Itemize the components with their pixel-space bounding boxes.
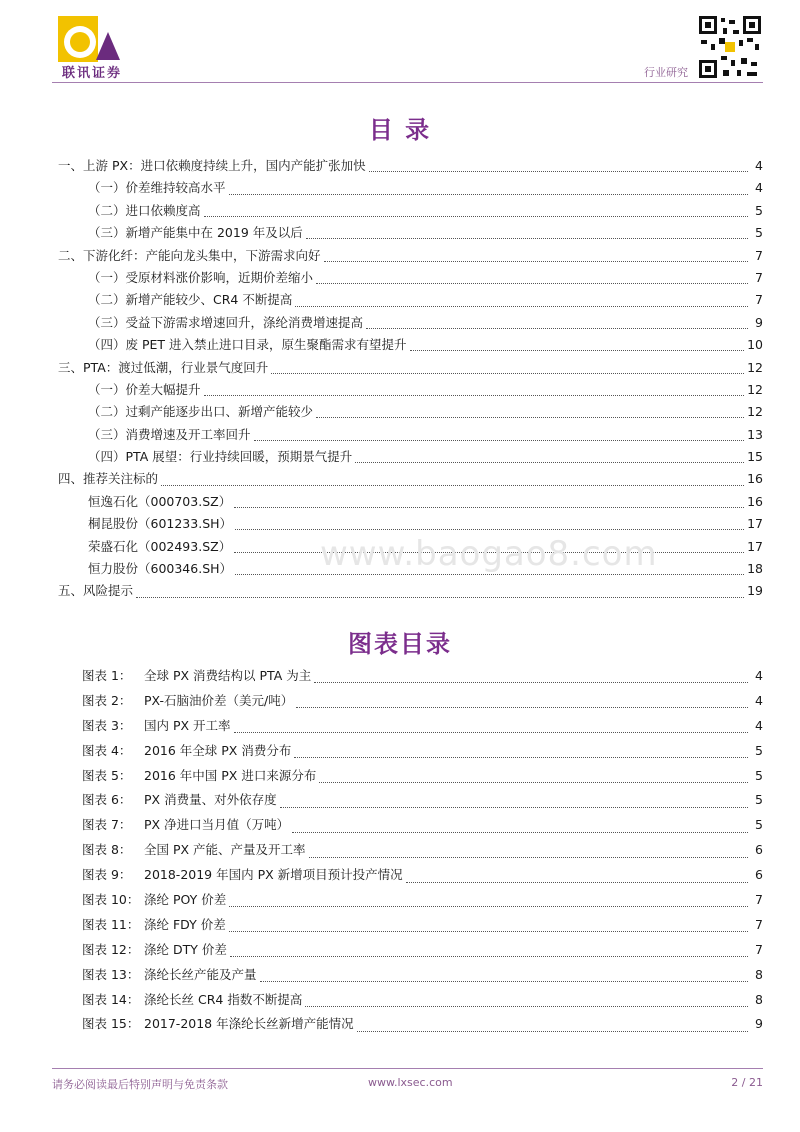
figure-title: 全球 PX 消费结构以 PTA 为主 (144, 668, 312, 683)
toc-entry-page: 7 (755, 269, 763, 285)
toc-entry-page: 4 (755, 158, 763, 173)
toc-entry[interactable] (58, 358, 763, 380)
page-indicator: 2 / 21 (731, 1076, 763, 1089)
figures-list (82, 666, 763, 1039)
toc-entry[interactable] (58, 492, 763, 514)
toc-entry[interactable] (58, 156, 763, 178)
toc-entry-label: （三）消费增速及开工率回升 (88, 426, 251, 442)
toc-entry-page: 7 (755, 292, 763, 308)
figure-entry[interactable] (82, 890, 763, 915)
toc-entry[interactable] (58, 581, 763, 603)
figure-page: 5 (755, 817, 763, 833)
figure-page: 8 (755, 991, 763, 1007)
toc-entry-label: 三、PTA：渡过低潮，行业景气度回升 (58, 359, 269, 375)
dot-leader (357, 1030, 748, 1032)
dot-leader (260, 980, 748, 982)
figure-entry[interactable] (82, 790, 763, 815)
toc-entry-label: 荣盛石化（002493.SZ） (88, 538, 232, 554)
dot-leader (229, 930, 748, 932)
dot-leader (410, 349, 745, 351)
figure-entry[interactable] (82, 766, 763, 791)
toc-entry-label: （四）PTA 展望：行业持续回暖，预期景气提升 (88, 449, 353, 465)
figure-page: 4 (755, 692, 763, 708)
toc-entry-label: （一）价差大幅提升 (88, 381, 201, 397)
figure-entry[interactable] (82, 940, 763, 965)
toc-entry-label: （二）进口依赖度高 (88, 202, 201, 218)
figure-page: 8 (755, 966, 763, 982)
figure-page: 5 (755, 792, 763, 808)
figure-entry[interactable] (82, 716, 763, 741)
figure-entry[interactable] (82, 1014, 763, 1039)
dot-leader (296, 706, 748, 708)
toc-entry[interactable] (58, 246, 763, 268)
figure-entry[interactable] (82, 840, 763, 865)
figure-page: 7 (755, 941, 763, 957)
toc-entry-page: 12 (747, 404, 763, 420)
toc-entry-page: 19 (747, 583, 763, 599)
figure-title: PX 消费量、对外依存度 (144, 792, 277, 808)
figure-entry[interactable] (82, 691, 763, 716)
figure-number: 图表 13： (82, 966, 140, 982)
figure-title: 涤纶 POY 价差 (144, 892, 227, 908)
dot-leader (294, 756, 748, 758)
toc-entry[interactable] (58, 313, 763, 335)
figures-title: 图表目录 (348, 630, 452, 658)
dot-leader (319, 781, 748, 783)
toc-entry[interactable] (58, 335, 763, 357)
figure-title: 涤纶 FDY 价差 (144, 916, 226, 932)
figure-number: 图表 7： (82, 817, 132, 833)
toc-entry-page: 13 (747, 426, 763, 442)
figure-page: 5 (755, 767, 763, 783)
figure-number: 图表 1： (82, 668, 132, 683)
dot-leader (271, 372, 744, 374)
dot-leader (406, 881, 748, 883)
dot-leader (314, 681, 748, 683)
figure-title: PX-石脑油价差（美元/吨） (144, 692, 294, 708)
toc-entry-label: 恒逸石化（000703.SZ） (88, 493, 232, 509)
figure-number: 图表 4： (82, 742, 132, 758)
figure-title: 涤纶长丝 CR4 指数不断提高 (144, 991, 303, 1007)
toc-entry-page: 4 (755, 180, 763, 196)
footer-disclaimer: 请务必阅读最后特别声明与免责条款 (52, 1078, 228, 1091)
toc-entry-page: 17 (747, 516, 763, 532)
figure-page: 4 (755, 717, 763, 733)
figure-number: 图表 15： (82, 1016, 140, 1032)
toc-entry-page: 10 (747, 337, 763, 353)
dot-leader (355, 461, 744, 463)
dot-leader (305, 1005, 748, 1007)
toc-entry-page: 12 (747, 381, 763, 397)
figure-title: 2016 年全球 PX 消费分布 (144, 742, 292, 758)
dot-leader (309, 856, 748, 858)
toc-entry-page: 5 (755, 225, 763, 241)
toc-entry-label: （二）过剩产能逐步出口、新增产能较少 (88, 404, 314, 420)
figure-title: 涤纶长丝产能及产量 (144, 966, 257, 982)
figure-title: 2018-2019 年国内 PX 新增项目预计投产情况 (144, 867, 403, 883)
figure-entry[interactable] (82, 965, 763, 990)
dot-leader (229, 193, 748, 195)
figure-page: 5 (755, 742, 763, 758)
toc-entry-label: 四、推荐关注标的 (58, 471, 159, 487)
figure-page: 6 (755, 867, 763, 883)
dot-leader (230, 955, 748, 957)
toc-entry[interactable] (58, 380, 763, 402)
toc-entry-page: 17 (747, 538, 763, 554)
toc-entry[interactable] (58, 178, 763, 200)
toc-entry[interactable] (58, 447, 763, 469)
dot-leader (316, 282, 748, 284)
toc-entry-label: （三）受益下游需求增速回升，涤纶消费增速提高 (88, 314, 364, 330)
dot-leader (161, 484, 744, 486)
dot-leader (204, 394, 745, 396)
dot-leader (234, 506, 744, 508)
figure-title: 全国 PX 产能、产量及开工率 (144, 842, 306, 858)
dot-leader (204, 215, 748, 217)
figure-number: 图表 10： (82, 892, 140, 908)
dot-leader (136, 596, 744, 598)
toc-entry-label: （四）废 PET 进入禁止进口目录，原生聚酯需求有望提升 (88, 337, 407, 353)
figure-title: 2017-2018 年涤纶长丝新增产能情况 (144, 1016, 354, 1032)
qr-code (697, 14, 763, 80)
toc-entry-label: （一）受原材料涨价影响，近期价差缩小 (88, 269, 314, 285)
dot-leader (369, 170, 748, 172)
figure-number: 图表 6： (82, 792, 132, 808)
toc-entry[interactable] (58, 425, 763, 447)
toc-entry-label: 恒力股份（600346.SH） (88, 561, 233, 577)
figure-entry[interactable] (82, 666, 763, 691)
toc-entry-page: 16 (747, 493, 763, 509)
figure-title: 涤纶 DTY 价差 (144, 941, 227, 957)
toc-entry-page: 9 (755, 314, 763, 330)
toc-entry-page: 18 (747, 561, 763, 577)
figure-number: 图表 8： (82, 842, 132, 858)
watermark: www.baogao8.com (320, 534, 658, 574)
toc-title: 目 录 (368, 116, 432, 144)
toc-entry-label: 一、上游 PX：进口依赖度持续上升，国内产能扩张加快 (58, 158, 366, 173)
toc-entry[interactable] (58, 223, 763, 245)
figure-entry[interactable] (82, 741, 763, 766)
dot-leader (366, 327, 748, 329)
toc-entry[interactable] (58, 402, 763, 424)
figure-page: 6 (755, 842, 763, 858)
toc-entry-page: 15 (747, 449, 763, 465)
dot-leader (292, 831, 748, 833)
figure-entry[interactable] (82, 990, 763, 1015)
toc-entry-page: 16 (747, 471, 763, 487)
figure-page: 7 (755, 892, 763, 908)
brand-text: 联讯证券 (61, 66, 122, 81)
toc-entry-page: 5 (755, 202, 763, 218)
dot-leader (234, 731, 748, 733)
figure-title: 国内 PX 开工率 (144, 717, 231, 733)
toc-entry-label: 五、风险提示 (58, 583, 134, 599)
footer-divider (52, 1068, 763, 1069)
toc-entry-label: 二、下游化纤：产能向龙头集中，下游需求向好 (58, 247, 321, 263)
footer-website[interactable]: www.lxsec.com (368, 1076, 453, 1089)
dot-leader (229, 905, 748, 907)
toc-entry-label: （二）新增产能较少、CR4 不断提高 (88, 292, 293, 308)
dot-leader (295, 305, 748, 307)
report-category: 行业研究 (644, 66, 688, 79)
figure-number: 图表 3： (82, 717, 132, 733)
dot-leader (306, 237, 748, 239)
toc-entry-page: 12 (747, 359, 763, 375)
figure-number: 图表 5： (82, 767, 132, 783)
figure-page: 7 (755, 916, 763, 932)
dot-leader (324, 260, 748, 262)
figure-number: 图表 12： (82, 941, 140, 957)
dot-leader (254, 439, 745, 441)
figure-number: 图表 11： (82, 916, 140, 932)
figure-page: 9 (755, 1016, 763, 1032)
figure-entry[interactable] (82, 865, 763, 890)
toc-entry[interactable] (58, 290, 763, 312)
figure-page: 4 (755, 668, 763, 683)
dot-leader (280, 806, 748, 808)
figure-entry[interactable] (82, 915, 763, 940)
toc-entry-label: （三）新增产能集中在 2019 年及以后 (88, 225, 303, 241)
figure-entry[interactable] (82, 815, 763, 840)
toc-entry-page: 7 (755, 247, 763, 263)
header-divider (52, 82, 763, 83)
toc-entry[interactable] (58, 268, 763, 290)
toc-entry[interactable] (58, 201, 763, 223)
figure-title: 2016 年中国 PX 进口来源分布 (144, 767, 317, 783)
toc-entry-label: 桐昆股份（601233.SH） (88, 516, 233, 532)
figure-number: 图表 9： (82, 867, 132, 883)
figure-number: 图表 2： (82, 692, 132, 708)
toc-entry[interactable] (58, 469, 763, 491)
dot-leader (235, 528, 744, 530)
toc-entry-label: （一）价差维持较高水平 (88, 180, 226, 196)
figure-title: PX 净进口当月值（万吨） (144, 817, 290, 833)
figure-number: 图表 14： (82, 991, 140, 1007)
dot-leader (316, 416, 744, 418)
